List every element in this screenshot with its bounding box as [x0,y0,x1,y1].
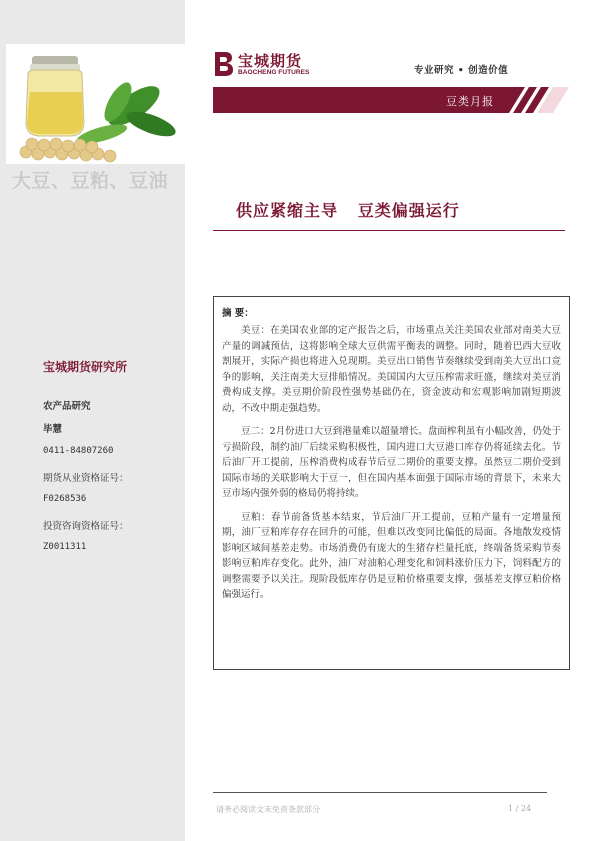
page-number: 1 / 24 [508,804,532,813]
company-logo [212,50,332,80]
sidebar [0,0,185,841]
cover-title: 大豆、豆粕、豆油 [12,170,169,192]
abstract-paragraph-soybean-no2: 豆二：2月份进口大豆到港量难以超量增长。盘面榨利虽有小幅改善，仍处于亏损阶段，制约油厂后续采购积极性，国内进口大豆港口库存仍将延续去化。节后油厂开工提前，压榨消费构成春节后豆二期价的重要支撑。虽然豆二期价受到国际市场的关联影响大于豆一，但在国内基本面强于国际市场的背景下，未来大豆市场内强外弱的格局仍将持续。 [222,426,561,499]
footer-divider [213,792,547,793]
advisor-license-number: Z0011311 [43,542,87,552]
department: 农产品研究 [43,401,91,412]
logo-chinese: 宝城期货 [238,52,303,70]
institute-name: 宝城期货研究所 [43,360,128,374]
footer-disclaimer-note: 请务必阅读文末免责条款部分 [216,805,320,814]
analyst-phone: 0411-84807260 [43,446,114,456]
advisor-license-label: 投资咨询资格证号： [43,521,129,532]
report-type-label: 豆类月报 [446,95,494,108]
abstract-paragraph-soymeal: 豆粕：春节前备货基本结束，节后油厂开工提前，豆粕产量有一定增量预期，油厂豆粕库存存在回升的可能，但难以改变同比偏低的局面。各地散发疫情影响区域间基差走势。市场消费仍有庞大的生猪存栏量托底，终端备货采购节奏影响豆粕库存变化。此外，油厂对油粕心理变化和饲料涨价压力下，饲料配方的调整需要予以关注。现阶段低库存仍是豆粕价格重要支撑，强基差支撑豆粕价格偏强运行。 [222,511,561,600]
slogan: 专业研究 • 创造价值 [414,65,509,76]
abstract-paragraph-soybean-us: 美豆：在美国农业部的定产报告之后，市场重点关注美国农业部对南美大豆产量的调减预估，这将影响全球大豆供需平衡表的调整。同时，随着巴西大豆收割展开，实际产损也将进入兑现期。美豆出口销售节奏继续受到南美大豆出口竞争的影响，关注南美大豆排船情况。美国国内大豆压榨需求旺盛，继续对美豆消费构成支撑。美豆期价阶段性强势基础仍在，资金波动和宏观影响加剧短期波动，不改中期走强趋势。 [222,325,561,414]
abstract-title: 摘 要： [222,308,254,319]
headline-divider [213,230,565,231]
abstract-box [213,296,570,670]
report-headline: 供应紧缩主导 豆类偏强运行 [236,201,460,220]
logo-english: BAOCHENG FUTURES [238,69,310,76]
license-label: 期货从业资格证号： [43,473,129,484]
analyst-name: 毕慧 [43,424,63,435]
baocheng-logo-icon [212,50,234,78]
soy-products-image [6,44,185,164]
report-type-banner [213,87,569,113]
license-number: F0268536 [43,494,87,504]
